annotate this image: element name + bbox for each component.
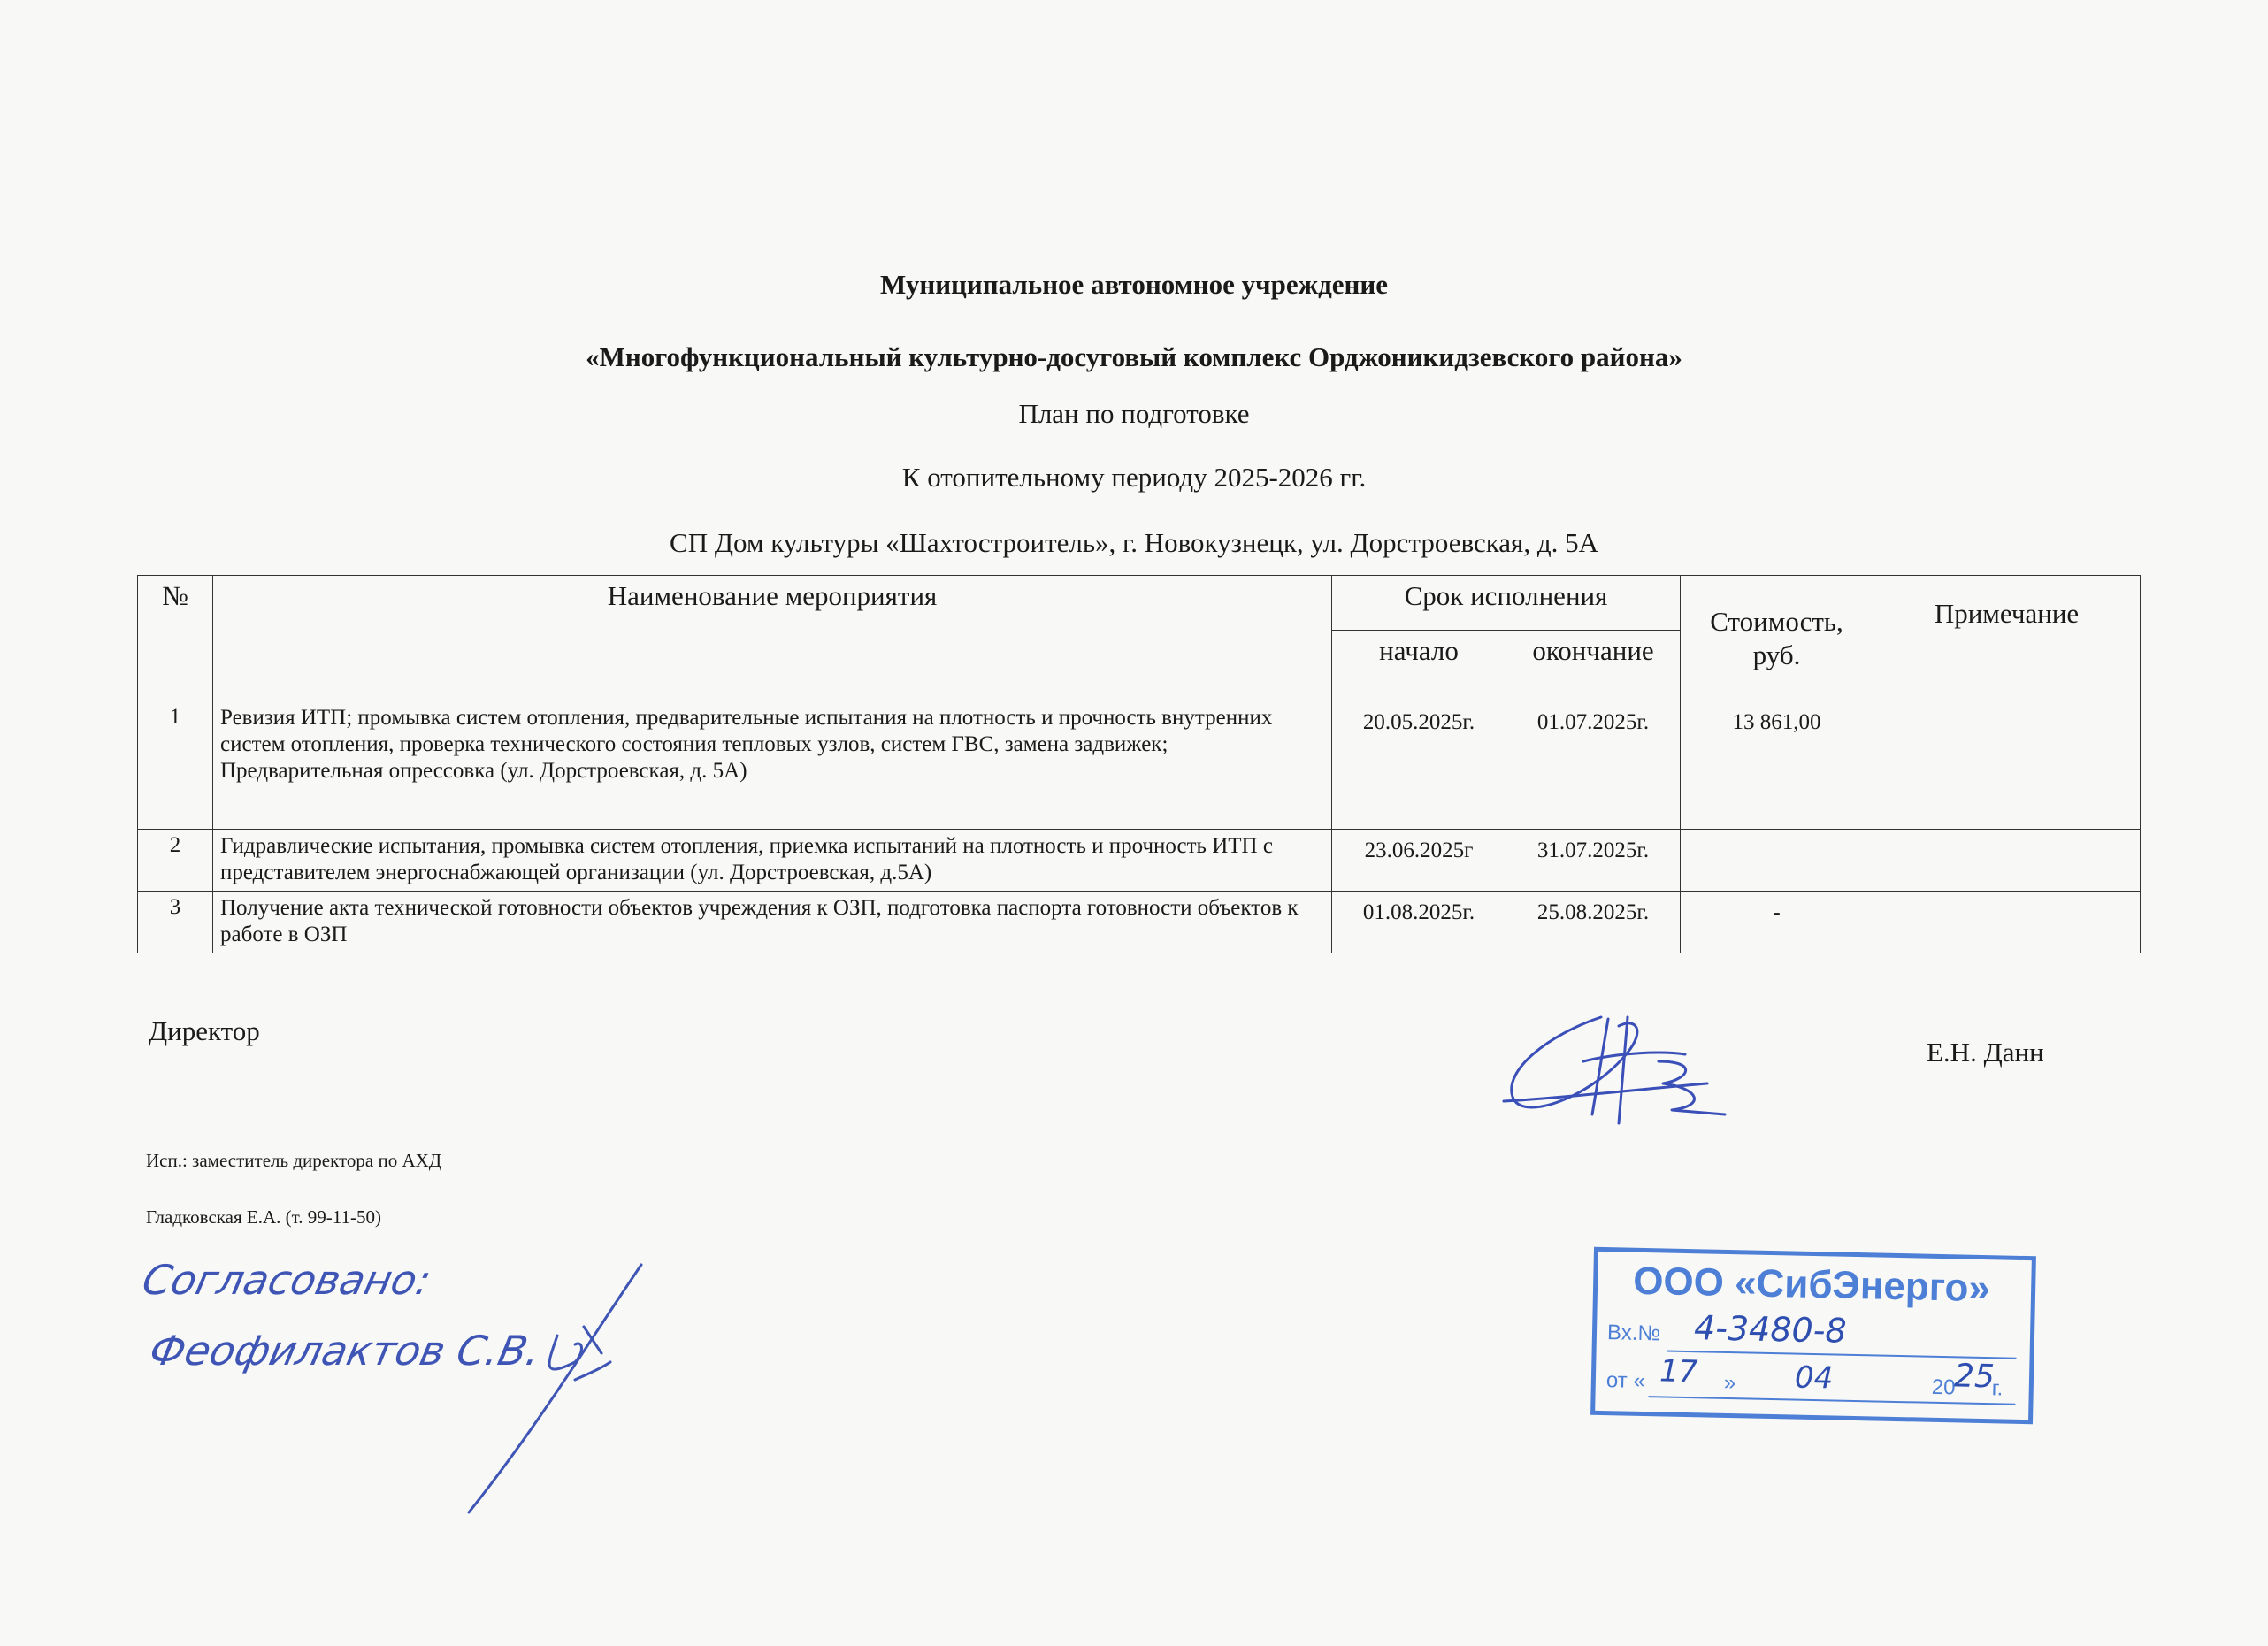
- stamp-in-label: Вх.№: [1606, 1321, 1661, 1346]
- director-name: Е.Н. Данн: [1927, 1037, 2044, 1068]
- row-desc: [213, 830, 1332, 892]
- stamp-from-label: от «: [1605, 1368, 1645, 1394]
- header-num: №: [138, 576, 213, 701]
- row-note: [1873, 830, 2141, 892]
- row-desc: [213, 892, 1332, 953]
- approval-handwritten-line-2: Феофилактов С.В.: [145, 1327, 545, 1374]
- row-start: 23.06.2025г: [1332, 830, 1506, 892]
- director-signature: [1495, 999, 1760, 1132]
- plan-line-1: План по подготовке: [1018, 398, 1250, 429]
- executor-line-1: Исп.: заместитель директора по АХД: [146, 1150, 442, 1171]
- stamp-quote-close: »: [1723, 1370, 1736, 1396]
- director-label: Директор: [149, 1015, 260, 1046]
- org-line-1: Муниципальное автономное учреждение: [879, 269, 1388, 300]
- row-end: 31.07.2025г.: [1506, 830, 1681, 892]
- approval-signature: [451, 1256, 655, 1521]
- stamp-day: 17: [1659, 1353, 1698, 1390]
- incoming-stamp: [1590, 1247, 2036, 1424]
- row-end: 01.07.2025г.: [1506, 701, 1681, 830]
- stamp-date-line: [1648, 1396, 2015, 1405]
- org-line-2: «Многофункциональный культурно-досуговый комплекс Орджоникидзевского района»: [586, 341, 1682, 372]
- row-desc: [213, 701, 1332, 830]
- stamp-year-prefix: 20: [1931, 1374, 1956, 1400]
- stamp-year-suffix: г.: [1991, 1376, 2004, 1401]
- table-row: [138, 701, 2141, 830]
- row-desc-text: Гидравлические испытания, промывка систем отопления, приемка испытаний на плотность и прочность ИТП с представителем энергоснабжающей организации (ул. Дорстроевская, д.5А): [220, 834, 1273, 884]
- row-cost: [1681, 830, 1873, 892]
- row-desc-text: Получение акта технической готовности объектов учреждения к ОЗП, подготовка паспорта готовности объектов к работе в ОЗП: [220, 896, 1299, 946]
- row-num: 2: [138, 830, 213, 892]
- header-name: Наименование мероприятия: [213, 576, 1332, 701]
- row-cost: -: [1681, 892, 1873, 953]
- site-line: СП Дом культуры «Шахтостроитель», г. Новокузнецк, ул. Дорстроевская, д. 5А: [670, 527, 1598, 558]
- header-start: начало: [1332, 631, 1506, 701]
- table-row: [138, 892, 2141, 953]
- table-row: [138, 830, 2141, 892]
- stamp-org: ООО «СибЭнерго»: [1632, 1259, 1991, 1311]
- row-cost: 13 861,00: [1681, 701, 1873, 830]
- row-num: 3: [138, 892, 213, 953]
- row-desc-text: Ревизия ИТП; промывка систем отопления, предварительные испытания на плотность и прочность внутренних систем отопления, проверка технического состояния тепловых узлов, систем ГВС, замена задвижек;: [220, 706, 1273, 756]
- header-term: Срок исполнения: [1332, 576, 1681, 631]
- header-cost: Стоимость, руб.: [1681, 576, 1873, 701]
- row-start: 01.08.2025г.: [1332, 892, 1506, 953]
- table-header-row: [138, 576, 2141, 631]
- row-num: 1: [138, 701, 213, 830]
- row-end: 25.08.2025г.: [1506, 892, 1681, 953]
- approval-handwritten-line-1: Согласовано:: [138, 1256, 436, 1304]
- row-desc-text-2: Предварительная опрессовка (ул. Дорстроевская, д. 5А): [220, 759, 747, 783]
- plan-line-2: К отопительному периоду 2025-2026 гг.: [901, 462, 1367, 493]
- header-end: окончание: [1506, 631, 1681, 701]
- stamp-year: 25: [1953, 1358, 1996, 1396]
- header-note: Примечание: [1873, 576, 2141, 701]
- stamp-month: 04: [1794, 1359, 1834, 1397]
- stamp-in-number: 4-3480-8: [1693, 1308, 1848, 1351]
- row-start: 20.05.2025г.: [1332, 701, 1506, 830]
- row-note: [1873, 701, 2141, 830]
- executor-line-2: Гладковская Е.А. (т. 99-11-50): [146, 1206, 381, 1228]
- row-note: [1873, 892, 2141, 953]
- plan-table: [137, 575, 2141, 953]
